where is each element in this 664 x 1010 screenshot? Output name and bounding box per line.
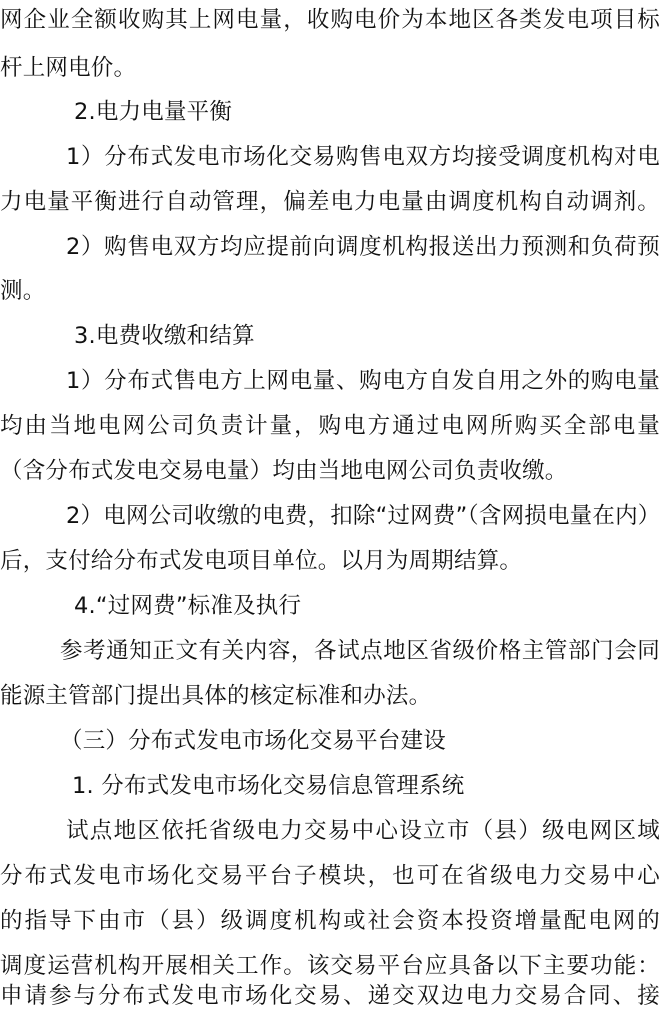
text-line: 测。 [0, 278, 46, 304]
text-line: 能源主管部门提出具体的核定标准和办法。 [0, 683, 432, 709]
text-line: 杆上网电价。 [0, 55, 137, 81]
text-line: 2）电网公司收缴的电费，扣除“过网费”（含网损电量在内） [66, 503, 661, 529]
text-line: （含分布式发电交易电量）均由当地电网公司负责收缴。 [0, 458, 568, 484]
section-heading: 3.电费收缴和结算 [74, 323, 255, 349]
section-heading: 2.电力电量平衡 [74, 99, 233, 125]
section-heading: （三）分布式发电市场化交易平台建设 [60, 728, 446, 754]
text-line: 1）分布式发电市场化交易购售电双方均接受调度机构对电 [66, 144, 660, 170]
text-line: 后，支付给分布式发电项目单位。以月为周期结算。 [0, 548, 523, 574]
text-line: 2）购售电双方均应提前向调度机构报送出力预测和负荷预 [66, 234, 660, 260]
section-heading: 1. 分布式发电市场化交易信息管理系统 [72, 773, 465, 799]
text-line: 网企业全额收购其上网电量，收购电价为本地区各类发电项目标 [0, 7, 660, 33]
text-line: 试点地区依托省级电力交易中心设立市（县）级电网区域 [66, 818, 660, 844]
text-line: 1）分布式售电方上网电量、购电方自发自用之外的购电量 [66, 368, 660, 394]
text-line: 分布式发电市场化交易平台子模块，也可在省级电力交易中心 [0, 863, 660, 889]
section-heading: 4.“过网费”标准及执行 [74, 593, 302, 619]
text-line: 参考通知正文有关内容，各试点地区省级价格主管部门会同 [60, 638, 660, 664]
text-line: 申请参与分布式发电市场化交易、递交双边电力交易合同、接 [0, 983, 660, 1009]
text-line: 力电量平衡进行自动管理，偏差电力电量由调度机构自动调剂。 [0, 189, 660, 215]
text-line: 均由当地电网公司负责计量，购电方通过电网所购买全部电量 [0, 413, 660, 439]
text-line: 调度运营机构开展相关工作。该交易平台应具备以下主要功能： [0, 953, 660, 979]
text-line: 的指导下由市（县）级调度机构或社会资本投资增量配电网的 [0, 908, 660, 934]
